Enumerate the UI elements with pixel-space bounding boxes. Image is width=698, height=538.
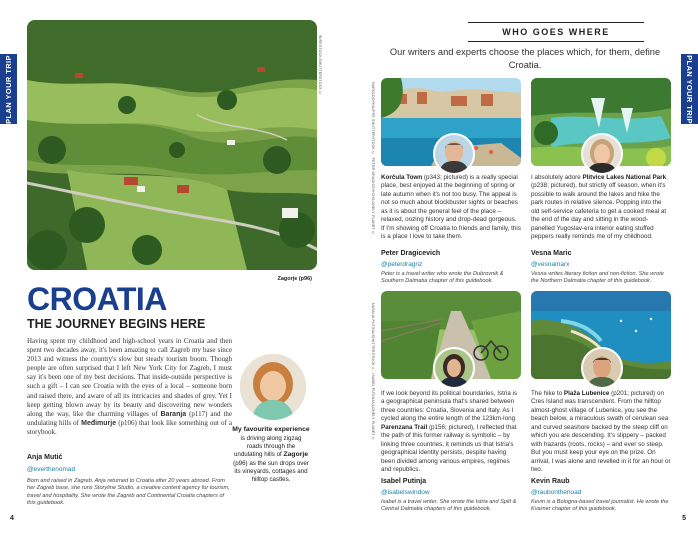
- vesna-bio: Vesna writes literary fiction and non-fiction. She wrote the Northern Dalmatia chapter of this guidebook.: [531, 271, 664, 285]
- parenzana-photo-credit: NATALIA PUTINA/SHUTTERSTOCK ©, ISABEL PUTINJA/LONELY PLANET ©: [371, 303, 375, 441]
- page-number-left: 4: [10, 515, 14, 522]
- kevin-bio: Kevin is a Bologna-based travel journalist. He wrote the Kvarner chapter of this guidebook.: [531, 499, 669, 513]
- isabel-bio: Isabel is a travel writer. She wrote the Istria and Split & Central Dalmatia chapters of this guidebook.: [381, 499, 517, 513]
- plan-your-trip-tab-left-label: PLAN YOUR TRIP: [4, 54, 13, 124]
- kevin-name: Kevin Raub: [531, 478, 570, 485]
- plan-your-trip-tab-left[interactable]: [0, 54, 17, 124]
- hero-photo-credit: WIRESTOCK/SHUTTERSTOCK ©: [318, 35, 322, 96]
- hero-photo-zagorje: [27, 20, 317, 270]
- peter-handle[interactable]: @peterdragnz: [381, 261, 423, 268]
- page-subtitle: THE JOURNEY BEGINS HERE: [27, 317, 206, 331]
- peter-dragicevich-avatar: [433, 133, 475, 175]
- parenzana-link[interactable]: Parenzana Trail: [381, 423, 428, 431]
- kevin-raub-avatar: [581, 347, 623, 389]
- favourite-experience: My favourite experience is driving along zigzag roads through the undulating hills of Zagorje (p96) as the sun drops over its vineyards, cottages and hilltop castles.: [232, 426, 310, 483]
- vesna-maric-avatar: [581, 133, 623, 175]
- plan-your-trip-tab-right[interactable]: [681, 54, 698, 124]
- main-author-name: Anja Mutić: [27, 454, 63, 461]
- main-author-avatar: [238, 352, 308, 422]
- peter-name: Peter Dragicevich: [381, 250, 441, 257]
- korcula-text: Korčula Town (p343; pictured) is a really special place, best enjoyed at the beginning of spring or late autumn when it's not too busy. The appeal is not so much about blockbuster sights or beaches as it is about the general feel of the place – relaxed, oozing history and drop-dead gorgeous. If I'm showing off Croatia to friends and family, this is a place I love to take them.: [381, 174, 521, 241]
- plitvice-text: I absolutely adore Plitvice Lakes National Park (p238; pictured), but strictly off season, when it's possible to walk around the lakes and hike the park routes in relative silence. Popping into the old self-service cafeteria to get a cooked meal at the end of the day and sitting in the wood-panelled Yugoslav-era interior eating stuffed peppers really reminds me of my childhood.: [531, 174, 667, 241]
- hero-photo-caption: Zagorje (p96): [277, 276, 312, 282]
- vesna-handle[interactable]: @vesnamarx: [531, 261, 570, 268]
- page-title: CROATIA: [27, 281, 167, 317]
- korcula-town-link[interactable]: Korčula Town: [381, 174, 423, 181]
- page-number-right: 5: [682, 515, 686, 522]
- plitvice-link[interactable]: Plitvice Lakes National Park: [582, 174, 667, 181]
- plan-your-trip-tab-right-label: PLAN YOUR TRIP: [685, 54, 694, 124]
- favourite-heading: My favourite experience: [232, 426, 310, 433]
- main-author-bio: Born and raised in Zagreb, Anja returned to Croatia after 20 years abroad. From her Zagreb base, she runs Storyline Studio, a creative content agency for tourism, travel and hospitality. She wrote the Zagreb and Continental Croatia chapters of this guidebook.: [27, 478, 230, 507]
- medimurje-link[interactable]: Međimurje: [81, 419, 117, 427]
- zagorje-link[interactable]: Zagorje: [283, 450, 309, 458]
- section-lede: Our writers and experts choose the places which, for them, define Croatia.: [389, 47, 661, 70]
- who-goes-where-heading: WHO GOES WHERE: [468, 22, 644, 42]
- isabel-handle[interactable]: @isabelswindow: [381, 489, 430, 496]
- vesna-name: Vesna Maric: [531, 250, 572, 257]
- korcula-photo-credit: HAROLDCPHILIPPE SHUTTERSTOCK ©, PETER DRAGICEVICH/LONELY PLANET ©: [371, 82, 375, 236]
- lubenice-link[interactable]: Plaža Lubenice: [563, 390, 610, 397]
- isabel-name: Isabel Putinja: [381, 478, 427, 485]
- intro-paragraph: Having spent my childhood and high-school years in Croatia and then spent two decades away, it's been amazing to call Zagreb my base since 2013 and witness the country's slow but steady tourism boom. Though people are often surprised that I left New York City for Zagreb, I must say it's been one of my best decisions. That inside-outside perspective is such a gift – I can see Croatia with the eyes of a local – someone born and raised there, and aware of all its intricacies and shades of grey. Yet I keep getting blown away by its beauty and discovering new wonders along the way, like the charming villages of Baranja (p117) and the undulating hills of Međimurje (p106) that look like something out of a storybook.: [27, 337, 233, 436]
- lubenice-text: The hike to Plaža Lubenice (p201; pictured) on Cres Island was transcendent. From the hilltop almost-ghost village of Lubenice, you see the beach below, a miraculous swath of cerulean sea and curved seashore backed by the steep cliff on which you are descending. It's slippery – packed with hazards (roots, rocks) – and ever so steep. But you must keep your eye on the prize. On arrival, I was alone and revelled in it for an hour or two.: [531, 390, 671, 473]
- parenzana-text: If we look beyond its political boundaries, Istria is a geographical peninsula that's shared between three countries: Croatia, Slovenia and Italy. As I cycled along the entire length of the 123km-long Parenzana Trail (p156; pictured), I reflected that the path of this former railway is symbolic – by linking three countries, it reminds us that Istria's geographical identity persists, despite having been divided among various empires, regimes and republics.: [381, 390, 518, 473]
- main-author-handle[interactable]: @everthenomad: [27, 466, 76, 473]
- kevin-handle[interactable]: @raubonthenoad: [531, 489, 582, 496]
- isabel-putinja-avatar: [433, 347, 475, 389]
- peter-bio: Peter is a travel writer who wrote the Dubrovnik & Southern Dalmatia chapter of this guidebook.: [381, 271, 504, 285]
- baranja-link[interactable]: Baranja: [160, 410, 187, 418]
